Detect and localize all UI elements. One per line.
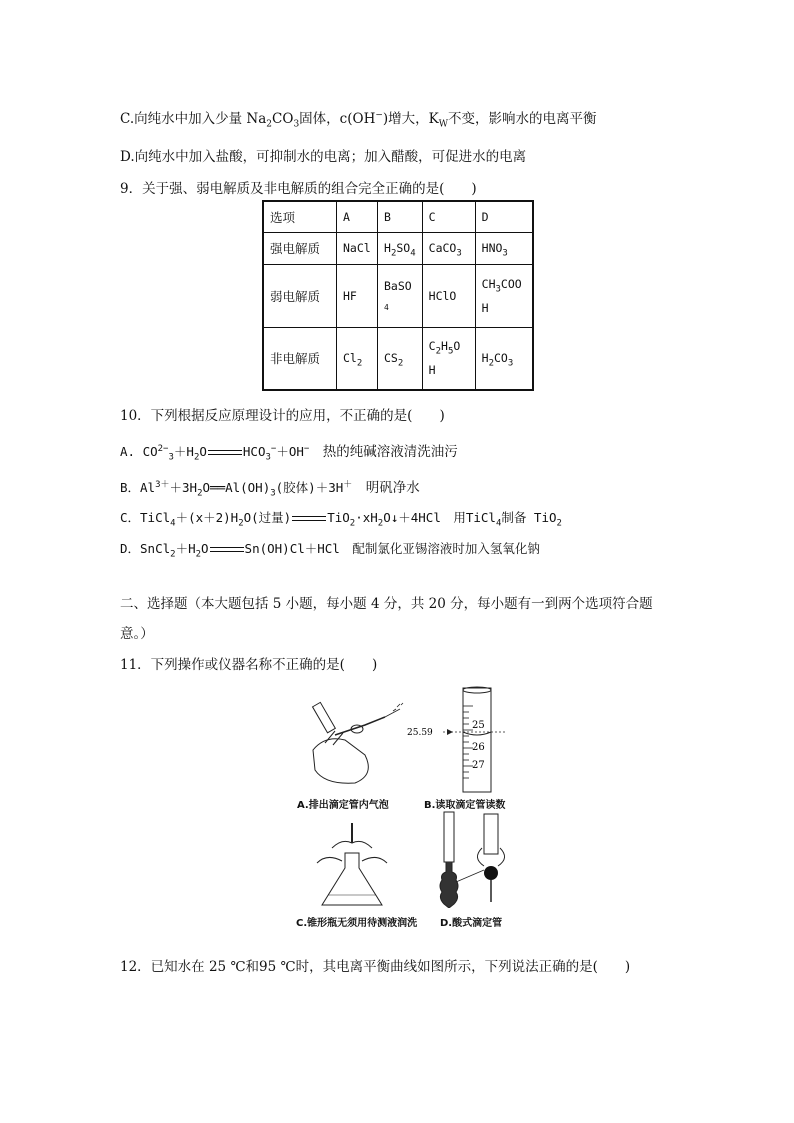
table-cell: 强电解质 <box>263 232 337 264</box>
figure-caption-a: A.排出滴定管内气泡 <box>297 800 389 811</box>
svg-text:25: 25 <box>472 720 485 731</box>
table-cell: $Cl_2$ <box>337 327 378 390</box>
hand-burette-bubble-figure <box>305 695 415 790</box>
table-cell: HF <box>337 264 378 327</box>
option-d-line: D.向纯水中加入盐酸，可抑制水的电离；加入醋酸，可促进水的电离 <box>120 149 527 165</box>
acid-burette-figure <box>432 808 522 908</box>
figure-caption-b: B.读取滴定管读数 <box>424 800 506 811</box>
option-10c: C．$TiCl_4+(x+2)H_2O$(过量) $TiO_2\cdot xH_2O↓+4HCl$ 用TiCl$_4$制备 TiO$_2$ <box>120 510 562 529</box>
table-cell: $H_2CO_3$ <box>475 327 533 390</box>
table-cell: HClO <box>422 264 475 327</box>
table-cell: $HNO_3$ <box>475 232 533 264</box>
table-cell: $C_2H_5O$ H <box>422 327 475 390</box>
question-11: 11．下列操作或仪器名称不正确的是( ) <box>120 657 378 673</box>
conical-flask-figure <box>312 823 392 911</box>
electrolyte-table <box>262 200 534 391</box>
table-cell: 非电解质 <box>263 327 337 390</box>
table-row <box>263 264 533 327</box>
question-9: 9．关于强、弱电解质及非电解质的组合完全正确的是( ) <box>120 181 477 197</box>
table-header: A <box>337 201 378 232</box>
option-10a: A. $CO^{2-}_3+H_2O$ $HCO_3^-+OH^-$ 热的纯碱溶液清洗油污 <box>120 443 458 463</box>
table-row <box>263 327 533 390</box>
option-10d: D．$SnCl_2+H_2O$ Sn(OH)Cl＋HCl 配制氯化亚锡溶液时加入氢氧化钠 <box>120 541 540 560</box>
option-c-line: C.向纯水中加入少量 $Na_2CO_3$固体，c(OH−)增大，$K_W$不变，影响水的电离平衡 <box>120 110 597 130</box>
equilibrium-arrow-icon <box>210 546 244 554</box>
figure-caption-c: C.锥形瓶无须用待测液润洗 <box>296 918 418 929</box>
section-2-heading: 二、选择题（本大题包括 5 小题，每小题 4 分，共 20 分，每小题有一到两个选项符合题 <box>120 596 653 612</box>
table-cell: CaCO$_3$ <box>422 232 475 264</box>
table-header: 选项 <box>263 201 337 232</box>
table-cell: $CH_3COO$ H <box>475 264 533 327</box>
question-10: 10．下列根据反应原理设计的应用，不正确的是( ) <box>120 408 445 424</box>
table-cell: NaCl <box>337 232 378 264</box>
table-cell: 弱电解质 <box>263 264 337 327</box>
table-header: C <box>422 201 475 232</box>
section-2-heading-cont: 意。） <box>120 626 154 642</box>
figure-caption-d: D.酸式滴定管 <box>440 918 503 929</box>
table-header: B <box>378 201 423 232</box>
table-row <box>263 201 533 232</box>
burette-reading-figure <box>405 686 505 794</box>
svg-text:26: 26 <box>472 742 485 753</box>
table-cell: BaSO 4 <box>378 264 423 327</box>
table-cell: $CS_2$ <box>378 327 423 390</box>
equilibrium-arrow-icon <box>208 449 242 457</box>
svg-text:27: 27 <box>472 760 485 771</box>
question-12: 12．已知水在 25 ℃和95 ℃时，其电离平衡曲线如图所示，下列说法正确的是( ) <box>120 959 631 975</box>
table-cell: $H_2SO_4$ <box>378 232 423 264</box>
equilibrium-arrow-icon <box>292 515 326 523</box>
option-10b: B．$Al^{3+}+3H_2O══Al(OH)_3$(胶体)＋3H＋ 明矾净水 <box>120 479 420 499</box>
table-header: D <box>475 201 533 232</box>
reading-value: 25.59 <box>407 728 433 738</box>
table-row <box>263 232 533 264</box>
